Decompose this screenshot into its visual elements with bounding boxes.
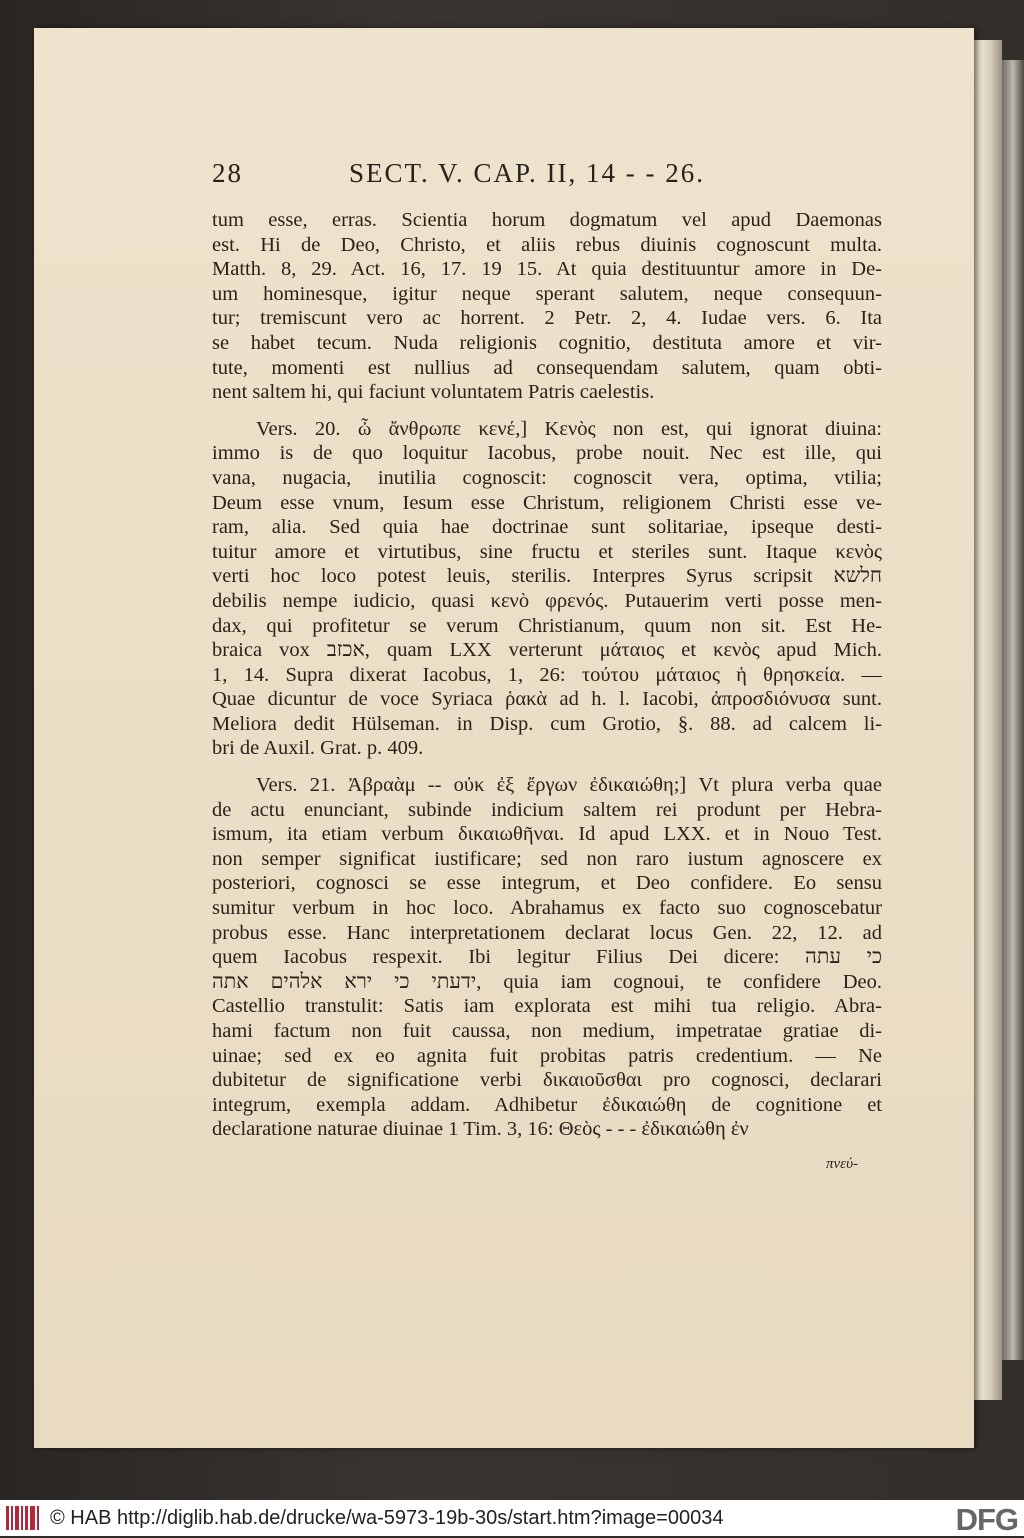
text-line: tum esse, erras. Scientia horum dogmatum vel apud Daemonas	[212, 209, 882, 231]
text-line: tur; tremiscunt vero ac horrent. 2 Petr. 2, 4. Iudae vers. 6. Ita	[212, 307, 882, 330]
copyright-link[interactable]: © HAB http://diglib.hab.de/drucke/wa-5973-19b-30s/start.htm?image=00034	[50, 1506, 724, 1529]
text-line: ram, alia. Sed quia hae doctrinae sunt solitariae, ipseque desti-	[212, 516, 882, 539]
paragraph	[212, 773, 882, 1142]
text-line: ismum, ita etiam verbum δικαιωθῆναι. Id apud LXX. et in Nouo Test.	[212, 823, 882, 846]
text-line: integrum, exempla addam. Adhibetur ἐδικαιώθη de cognitione et	[212, 1093, 882, 1116]
text-line: declaratione naturae diuinae 1 Tim. 3, 16: Θεὸς - - - ἐδικαιώθη ἐν	[212, 1118, 749, 1141]
text-line: Matth. 8, 29. Act. 16, 17. 19 15. At quia destituuntur amore in De-	[212, 258, 882, 281]
text-line: nent saltem hi, qui faciunt voluntatem Patris caelestis.	[212, 381, 655, 404]
text-line: verti hoc loco potest leuis, sterilis. Interpres Syrus scripsit חלשא	[212, 565, 882, 588]
paragraph	[212, 417, 882, 761]
text-line: hami factum non fuit caussa, non medium, impetratae gratiae di-	[212, 1020, 882, 1042]
text-line: vana, nugacia, inutilia cognoscit: cognoscit vera, optima, vtilia;	[212, 466, 882, 489]
text-line: Meliora dedit Hülseman. in Disp. cum Grotio, §. 88. ad calcem li-	[212, 712, 882, 735]
dfg-logo[interactable]: DFG	[955, 1502, 1018, 1537]
text-line: quem Iacobus respexit. Ibi legitur Filius Dei dicere: כי עתה	[212, 946, 882, 969]
barcode-stripe	[21, 1506, 23, 1530]
text-line: Deum esse vnum, Iesum esse Christum, religionem Christi esse ve-	[212, 491, 882, 514]
barcode-stripe	[37, 1506, 39, 1530]
text-line: bri de Auxil. Grat. p. 409.	[212, 737, 424, 760]
barcode-stripe	[25, 1506, 28, 1530]
text-line: immo is de quo loquitur Iacobus, probe nouit. Nec est ille, qui	[212, 442, 882, 465]
text-line: debilis nempe iudicio, quasi κενὸ φρενός. Putauerim verti posse men-	[212, 589, 882, 612]
running-head	[212, 158, 772, 198]
text-line: dubitetur de significatione verbi δικαιοῦσθαι pro cognosci, declarari	[212, 1069, 882, 1092]
text-line: sumitur verbum in hoc loco. Abrahamus ex facto suo cognoscebatur	[212, 897, 882, 920]
text-line: uinae; sed ex eo agnita fuit probitas patris credentium. — Ne	[212, 1044, 882, 1067]
barcode-stripe	[30, 1506, 35, 1530]
page-edge	[974, 40, 1002, 1400]
book-spine-edge	[1002, 60, 1024, 1360]
text-line: dax, qui profitetur se verum Christianum, quum non sit. Est He-	[212, 614, 882, 637]
text-line: Vers. 21. Ἀβραὰμ -- οὐκ ἐξ ἔργων ἐδικαιώθη;] Vt plura verba quae	[256, 774, 882, 797]
paragraph	[212, 208, 882, 405]
barcode-stripe	[11, 1506, 13, 1530]
text-line: est. Hi de Deo, Christo, et aliis rebus diuinis cognoscunt multa.	[212, 233, 882, 256]
text-line: tuitur amore et virtutibus, sine fructu et steriles sunt. Itaque κενὸς	[212, 540, 882, 563]
library-barcode-icon	[6, 1506, 46, 1530]
text-line: 1, 14. Supra dixerat Iacobus, 1, 26: τούτου μάταιος ἡ θρησκεία. —	[212, 663, 882, 686]
page-number: 28	[212, 158, 243, 188]
viewer-footer	[0, 1500, 1024, 1536]
text-line: non semper significat iustificare; sed non raro iustum agnoscere ex	[212, 847, 882, 870]
barcode-stripe	[15, 1506, 19, 1530]
text-line: Castellio transtulit: Satis iam explorata est mihi tua religio. Abra-	[212, 995, 882, 1018]
text-line: Quae dicuntur de voce Syriaca ῥακὰ ad h. l. Iacobi, ἀπροσδιόνυσα sunt.	[212, 688, 882, 711]
text-line: se habet tecum. Nuda religionis cognitio, destituta amore et vir-	[212, 331, 882, 354]
catchword: πνεύ-	[826, 1156, 858, 1172]
running-title: SECT. V. CAP. II, 14 - - 26.	[348, 158, 706, 188]
text-line: braica vox אכזב, quam LXX verterunt μάταιος et κενὸς apud Mich.	[212, 639, 882, 662]
barcode-stripe	[6, 1506, 9, 1530]
text-line: ידעתי כי ירא אלהים אתה, quia iam cognoui, te confidere Deo.	[212, 970, 882, 993]
page-text	[212, 208, 882, 1142]
text-line: posteriori, cognosci se esse integrum, et Deo confidere. Eo sensu	[212, 872, 882, 895]
text-line: de actu enunciant, subinde indicium saltem rei produnt per Hebra-	[212, 798, 882, 821]
text-line: probus esse. Hanc interpretationem declarat locus Gen. 22, 12. ad	[212, 921, 882, 944]
text-line: Vers. 20. ὦ ἄνθρωπε κενέ,] Κενὸς non est, qui ignorat diuina:	[256, 417, 882, 440]
text-line: tute, momenti est nullius ad consequendam salutem, quam obti-	[212, 356, 882, 379]
text-line: um hominesque, igitur neque sperant salutem, neque consequun-	[212, 282, 882, 305]
